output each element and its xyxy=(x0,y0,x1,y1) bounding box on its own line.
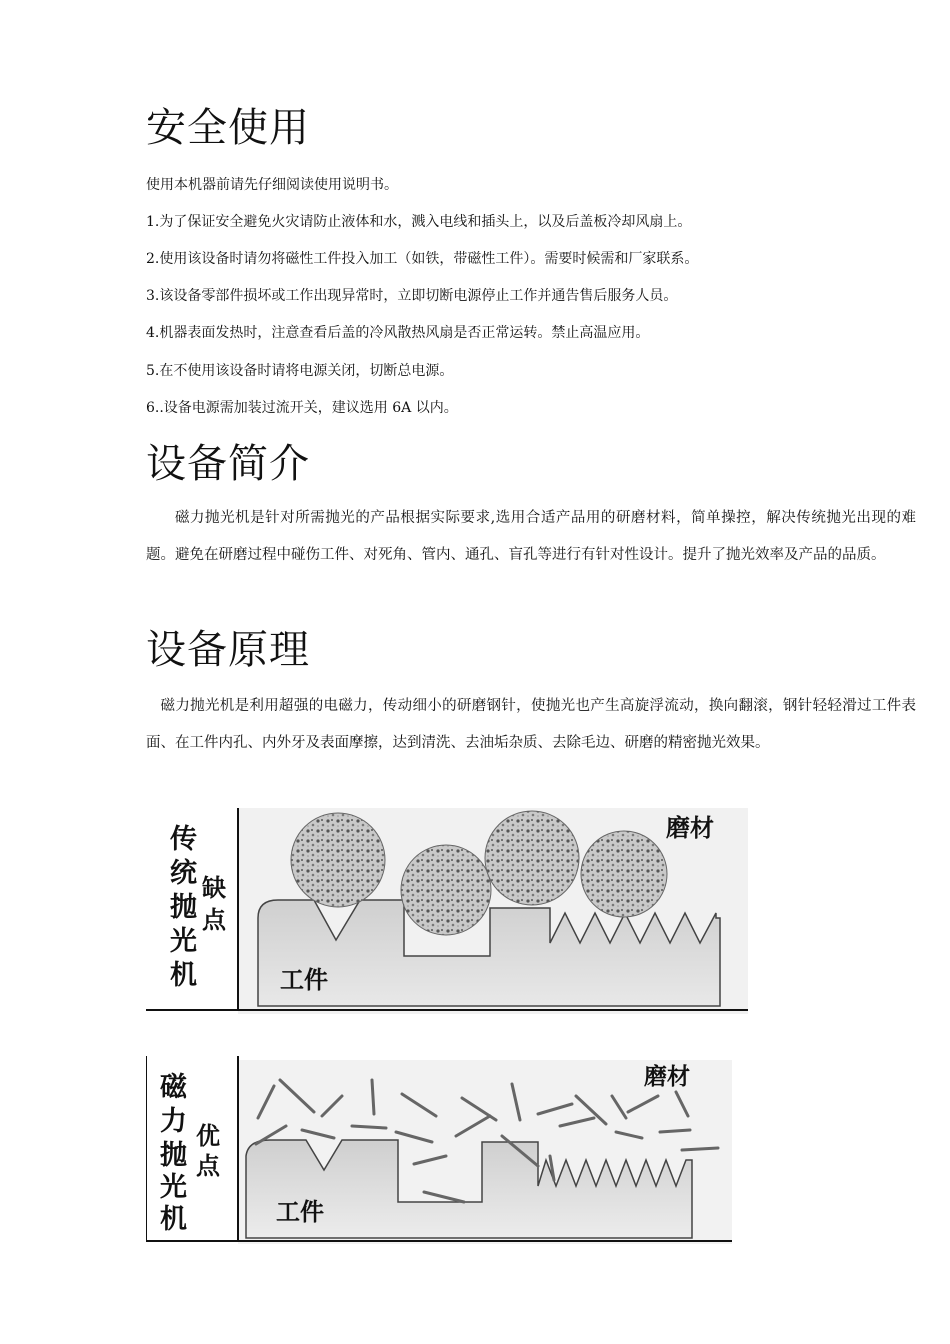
safety-item: 2.使用该设备时请勿将磁性工件投入加工（如铁，带磁性工件）。需要时候需和厂家联系。 xyxy=(146,251,699,267)
side-label-char: 抛 xyxy=(160,1140,187,1171)
side-label-char: 机 xyxy=(170,960,197,991)
safety-item: 4.机器表面发热时，注意查看后盖的冷风散热风扇是否正常运转。禁止高温应用。 xyxy=(146,325,650,341)
abrasive-label: 磨材 xyxy=(666,814,714,842)
workpiece-label: 工件 xyxy=(276,1198,324,1226)
abrasive-stone xyxy=(581,831,667,917)
intro-body: 磁力抛光机是针对所需抛光的产品根据实际要求,选用合适产品用的研磨材料，简单操控，解决传统抛光出现的难题。避免在研磨过程中碰伤工件、对死角、管内、通孔、盲孔等进行有针对性设计。提升了抛光效率及产品的品质。 xyxy=(146,510,916,563)
side-label-char: 机 xyxy=(160,1204,187,1235)
side-label-char: 光 xyxy=(170,926,197,957)
side-label-char: 光 xyxy=(160,1172,187,1203)
magnetic-diagram xyxy=(146,1056,736,1244)
section-title-safety: 安全使用 xyxy=(146,105,310,151)
figure-traditional-polishing xyxy=(146,808,748,1018)
abrasive-stone xyxy=(401,845,491,935)
tag-char: 点 xyxy=(202,906,226,934)
abrasive-stone xyxy=(485,811,579,905)
tag-char: 缺 xyxy=(202,874,226,902)
safety-item: 3.该设备零部件损坏或工作出现异常时，立即切断电源停止工作并通告售后服务人员。 xyxy=(146,288,678,304)
workpiece-label: 工件 xyxy=(280,966,328,994)
side-label-char: 统 xyxy=(170,858,197,889)
safety-item: 1.为了保证安全避免火灾请防止液体和水，溅入电线和插头上，以及后盖板冷却风扇上。 xyxy=(146,214,692,230)
section-title-intro: 设备简介 xyxy=(146,441,310,487)
traditional-diagram xyxy=(146,808,748,1014)
side-label-char: 力 xyxy=(160,1106,187,1137)
principle-body: 磁力抛光机是利用超强的电磁力，传动细小的研磨钢针，使抛光也产生高旋浮流动，换向翻滚，钢针轻轻滑过工件表面、在工件内孔、内外牙及表面摩擦，达到清洗、去油垢杂质、去除毛边、研磨的精密抛光效果。 xyxy=(146,698,916,751)
side-label-char: 抛 xyxy=(170,892,197,923)
safety-item: 6..设备电源需加装过流开关，建议选用 6A 以内。 xyxy=(146,400,458,416)
side-label-char: 传 xyxy=(170,824,197,855)
side-label-char: 磁 xyxy=(160,1072,187,1103)
safety-intro: 使用本机器前请先仔细阅读使用说明书。 xyxy=(146,177,398,193)
safety-item: 5.在不使用该设备时请将电源关闭，切断总电源。 xyxy=(146,363,454,379)
section-title-principle: 设备原理 xyxy=(146,627,310,673)
abrasive-stone xyxy=(291,813,385,907)
abrasive-label: 磨材 xyxy=(644,1064,690,1090)
figure-magnetic-polishing xyxy=(146,1056,736,1248)
tag-char: 优 xyxy=(196,1122,220,1150)
tag-char: 点 xyxy=(196,1152,220,1180)
